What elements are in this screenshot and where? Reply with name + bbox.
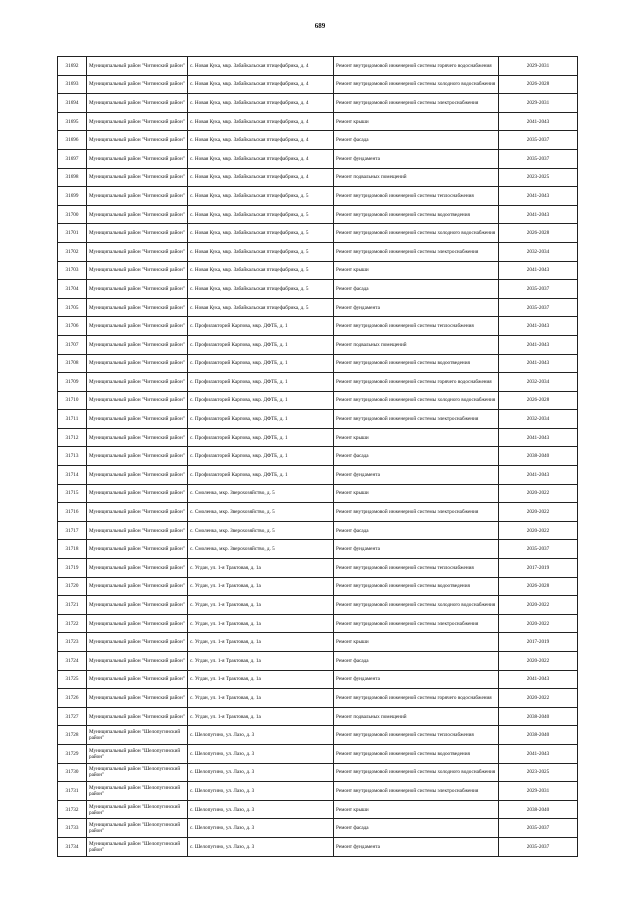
- address-cell: с. Смоленка, мкр. Зверохозяйство, д. 5: [188, 521, 334, 540]
- table-row: [58, 391, 578, 410]
- period-cell: 2035-2037: [499, 298, 578, 317]
- period-cell: 2032-2034: [499, 410, 578, 429]
- district-cell: Муниципальный район "Читинский район": [87, 447, 188, 466]
- work-type-cell: Ремонт внутридомовой инженерной системы водоотведения: [334, 577, 499, 596]
- period-cell: 2041-2043: [499, 187, 578, 206]
- row-number-cell: 31721: [58, 596, 87, 615]
- address-cell: с. Угдан, ул. 1-я Трактовая, д. 1а: [188, 633, 334, 652]
- address-cell: с. Новая Кука, мкр. Забайкальская птицефабрика, д. 4: [188, 149, 334, 168]
- period-cell: 2038-2040: [499, 800, 578, 819]
- work-type-cell: Ремонт внутридомовой инженерной системы горячего водоснабжения: [334, 373, 499, 392]
- district-cell: Муниципальный район "Читинский район": [87, 242, 188, 261]
- row-number-cell: 31734: [58, 837, 87, 856]
- district-cell: Муниципальный район "Читинский район": [87, 205, 188, 224]
- work-type-cell: Ремонт фундамента: [334, 298, 499, 317]
- address-cell: с. Угдан, ул. 1-я Трактовая, д. 1а: [188, 596, 334, 615]
- work-type-cell: Ремонт фундамента: [334, 670, 499, 689]
- table-row: [58, 112, 578, 131]
- table-row: [58, 466, 578, 485]
- period-cell: 2041-2043: [499, 261, 578, 280]
- row-number-cell: 31727: [58, 707, 87, 726]
- table-row: [58, 317, 578, 336]
- address-cell: с. Новая Кука, мкр. Забайкальская птицефабрика, д. 5: [188, 298, 334, 317]
- work-type-cell: Ремонт крыши: [334, 428, 499, 447]
- period-cell: 2026-2028: [499, 391, 578, 410]
- work-type-cell: Ремонт внутридомовой инженерной системы электроснабжения: [334, 782, 499, 801]
- district-cell: Муниципальный район "Читинский район": [87, 354, 188, 373]
- row-number-cell: 31700: [58, 205, 87, 224]
- row-number-cell: 31717: [58, 521, 87, 540]
- address-cell: с. Новая Кука, мкр. Забайкальская птицефабрика, д. 5: [188, 205, 334, 224]
- address-cell: с. Шелопугино, ул. Лазо, д. 3: [188, 819, 334, 838]
- table-row: [58, 261, 578, 280]
- address-cell: с. Шелопугино, ул. Лазо, д. 3: [188, 763, 334, 782]
- table-row: [58, 577, 578, 596]
- work-type-cell: Ремонт внутридомовой инженерной системы электроснабжения: [334, 94, 499, 113]
- row-number-cell: 31696: [58, 131, 87, 150]
- period-cell: 2020-2022: [499, 521, 578, 540]
- address-cell: с. Новая Кука, мкр. Забайкальская птицефабрика, д. 4: [188, 57, 334, 76]
- work-type-cell: Ремонт крыши: [334, 633, 499, 652]
- table-row: [58, 373, 578, 392]
- district-cell: Муниципальный район "Читинский район": [87, 168, 188, 187]
- address-cell: с. Шелопугино, ул. Лазо, д. 3: [188, 837, 334, 856]
- row-number-cell: 31729: [58, 744, 87, 763]
- district-cell: Муниципальный район "Читинский район": [87, 75, 188, 94]
- work-type-cell: Ремонт внутридомовой инженерной системы водоотведения: [334, 205, 499, 224]
- row-number-cell: 31719: [58, 559, 87, 578]
- address-cell: с. Профилакторий Карпова, мкр. ДФТБ, д. 1: [188, 466, 334, 485]
- row-number-cell: 31699: [58, 187, 87, 206]
- address-cell: с. Угдан, ул. 1-я Трактовая, д. 1а: [188, 670, 334, 689]
- table-row: [58, 447, 578, 466]
- row-number-cell: 31716: [58, 503, 87, 522]
- district-cell: Муниципальный район "Читинский район": [87, 689, 188, 708]
- table-row: [58, 75, 578, 94]
- page-number: 689: [314, 22, 326, 30]
- period-cell: 2020-2022: [499, 503, 578, 522]
- row-number-cell: 31698: [58, 168, 87, 187]
- district-cell: Муниципальный район "Шелопугинский район": [87, 837, 188, 856]
- table-row: [58, 131, 578, 150]
- table-row: [58, 689, 578, 708]
- work-type-cell: Ремонт внутридомовой инженерной системы электроснабжения: [334, 242, 499, 261]
- table-row: [58, 596, 578, 615]
- row-number-cell: 31730: [58, 763, 87, 782]
- address-cell: с. Профилакторий Карпова, мкр. ДФТБ, д. 1: [188, 354, 334, 373]
- table-row: [58, 633, 578, 652]
- period-cell: 2041-2043: [499, 428, 578, 447]
- address-cell: с. Шелопугино, ул. Лазо, д. 3: [188, 800, 334, 819]
- address-cell: с. Новая Кука, мкр. Забайкальская птицефабрика, д. 4: [188, 131, 334, 150]
- district-cell: Муниципальный район "Шелопугинский район": [87, 819, 188, 838]
- work-type-cell: Ремонт подвальных помещений: [334, 707, 499, 726]
- address-cell: с. Профилакторий Карпова, мкр. ДФТБ, д. 1: [188, 428, 334, 447]
- row-number-cell: 31718: [58, 540, 87, 559]
- period-cell: 2041-2043: [499, 466, 578, 485]
- period-cell: 2041-2043: [499, 744, 578, 763]
- address-cell: с. Профилакторий Карпова, мкр. ДФТБ, д. 1: [188, 410, 334, 429]
- work-type-cell: Ремонт внутридомовой инженерной системы электроснабжения: [334, 410, 499, 429]
- table-row: [58, 763, 578, 782]
- row-number-cell: 31704: [58, 280, 87, 299]
- table-row: [58, 205, 578, 224]
- work-type-cell: Ремонт внутридомовой инженерной системы водоотведения: [334, 354, 499, 373]
- address-cell: с. Угдан, ул. 1-я Трактовая, д. 1а: [188, 707, 334, 726]
- work-type-cell: Ремонт внутридомовой инженерной системы электроснабжения: [334, 614, 499, 633]
- work-type-cell: Ремонт внутридомовой инженерной системы холодного водоснабжения: [334, 391, 499, 410]
- district-cell: Муниципальный район "Читинский район": [87, 596, 188, 615]
- table-row: [58, 707, 578, 726]
- district-cell: Муниципальный район "Шелопугинский район": [87, 744, 188, 763]
- table-row: [58, 503, 578, 522]
- table-row: [58, 428, 578, 447]
- address-cell: с. Новая Кука, мкр. Забайкальская птицефабрика, д. 4: [188, 112, 334, 131]
- period-cell: 2041-2043: [499, 205, 578, 224]
- row-number-cell: 31725: [58, 670, 87, 689]
- address-cell: с. Угдан, ул. 1-я Трактовая, д. 1а: [188, 577, 334, 596]
- period-cell: 2035-2037: [499, 280, 578, 299]
- address-cell: с. Профилакторий Карпова, мкр. ДФТБ, д. 1: [188, 447, 334, 466]
- work-type-cell: Ремонт фундамента: [334, 466, 499, 485]
- table-row: [58, 559, 578, 578]
- work-type-cell: Ремонт внутридомовой инженерной системы горячего водоснабжения: [334, 689, 499, 708]
- work-type-cell: Ремонт внутридомовой инженерной системы горячего водоснабжения: [334, 57, 499, 76]
- period-cell: 2017-2019: [499, 559, 578, 578]
- row-number-cell: 31732: [58, 800, 87, 819]
- work-type-cell: Ремонт внутридомовой инженерной системы теплоснабжения: [334, 187, 499, 206]
- district-cell: Муниципальный район "Читинский район": [87, 187, 188, 206]
- table-body: [58, 57, 578, 857]
- table-row: [58, 614, 578, 633]
- district-cell: Муниципальный район "Читинский район": [87, 224, 188, 243]
- table-row: [58, 800, 578, 819]
- table-row: [58, 280, 578, 299]
- address-cell: с. Новая Кука, мкр. Забайкальская птицефабрика, д. 5: [188, 187, 334, 206]
- address-cell: с. Новая Кука, мкр. Забайкальская птицефабрика, д. 5: [188, 242, 334, 261]
- table-row: [58, 837, 578, 856]
- district-cell: Муниципальный район "Читинский район": [87, 503, 188, 522]
- work-type-cell: Ремонт фасада: [334, 280, 499, 299]
- period-cell: 2023-2025: [499, 168, 578, 187]
- work-type-cell: Ремонт фундамента: [334, 540, 499, 559]
- table-row: [58, 521, 578, 540]
- period-cell: 2020-2022: [499, 484, 578, 503]
- row-number-cell: 31724: [58, 652, 87, 671]
- period-cell: 2017-2019: [499, 633, 578, 652]
- district-cell: Муниципальный район "Читинский район": [87, 428, 188, 447]
- district-cell: Муниципальный район "Читинский район": [87, 707, 188, 726]
- period-cell: 2023-2025: [499, 763, 578, 782]
- table-row: [58, 57, 578, 76]
- address-cell: с. Смоленка, мкр. Зверохозяйство, д. 5: [188, 484, 334, 503]
- table-row: [58, 298, 578, 317]
- period-cell: 2041-2043: [499, 317, 578, 336]
- table-row: [58, 224, 578, 243]
- period-cell: 2035-2037: [499, 819, 578, 838]
- work-type-cell: Ремонт фасада: [334, 131, 499, 150]
- table-row: [58, 335, 578, 354]
- row-number-cell: 31733: [58, 819, 87, 838]
- period-cell: 2035-2037: [499, 149, 578, 168]
- work-type-cell: Ремонт внутридомовой инженерной системы теплоснабжения: [334, 726, 499, 745]
- address-cell: с. Новая Кука, мкр. Забайкальская птицефабрика, д. 4: [188, 75, 334, 94]
- table-row: [58, 168, 578, 187]
- table-row: [58, 94, 578, 113]
- period-cell: 2026-2028: [499, 577, 578, 596]
- address-cell: с. Угдан, ул. 1-я Трактовая, д. 1а: [188, 652, 334, 671]
- district-cell: Муниципальный район "Читинский район": [87, 670, 188, 689]
- period-cell: 2035-2037: [499, 131, 578, 150]
- work-type-cell: Ремонт фасада: [334, 521, 499, 540]
- table-row: [58, 410, 578, 429]
- row-number-cell: 31705: [58, 298, 87, 317]
- district-cell: Муниципальный район "Читинский район": [87, 577, 188, 596]
- work-type-cell: Ремонт крыши: [334, 484, 499, 503]
- row-number-cell: 31720: [58, 577, 87, 596]
- table-row: [58, 782, 578, 801]
- district-cell: Муниципальный район "Читинский район": [87, 280, 188, 299]
- district-cell: Муниципальный район "Читинский район": [87, 131, 188, 150]
- table-row: [58, 819, 578, 838]
- table-row: [58, 540, 578, 559]
- district-cell: Муниципальный район "Читинский район": [87, 391, 188, 410]
- work-type-cell: Ремонт внутридомовой инженерной системы холодного водоснабжения: [334, 75, 499, 94]
- district-cell: Муниципальный район "Читинский район": [87, 94, 188, 113]
- work-type-cell: Ремонт фундамента: [334, 149, 499, 168]
- row-number-cell: 31697: [58, 149, 87, 168]
- table-row: [58, 484, 578, 503]
- table-row: [58, 744, 578, 763]
- row-number-cell: 31711: [58, 410, 87, 429]
- address-cell: с. Угдан, ул. 1-я Трактовая, д. 1а: [188, 689, 334, 708]
- row-number-cell: 31695: [58, 112, 87, 131]
- district-cell: Муниципальный район "Читинский район": [87, 57, 188, 76]
- period-cell: 2029-2031: [499, 782, 578, 801]
- period-cell: 2032-2034: [499, 242, 578, 261]
- district-cell: Муниципальный район "Шелопугинский район": [87, 782, 188, 801]
- work-type-cell: Ремонт крыши: [334, 800, 499, 819]
- district-cell: Муниципальный район "Читинский район": [87, 633, 188, 652]
- address-cell: с. Смоленка, мкр. Зверохозяйство, д. 5: [188, 540, 334, 559]
- period-cell: 2041-2043: [499, 112, 578, 131]
- district-cell: Муниципальный район "Шелопугинский район": [87, 726, 188, 745]
- work-type-cell: Ремонт внутридомовой инженерной системы электроснабжения: [334, 503, 499, 522]
- table-row: [58, 242, 578, 261]
- period-cell: 2041-2043: [499, 354, 578, 373]
- period-cell: 2035-2037: [499, 837, 578, 856]
- address-cell: с. Новая Кука, мкр. Забайкальская птицефабрика, д. 5: [188, 224, 334, 243]
- row-number-cell: 31722: [58, 614, 87, 633]
- address-cell: с. Смоленка, мкр. Зверохозяйство, д. 5: [188, 503, 334, 522]
- address-cell: с. Шелопугино, ул. Лазо, д. 3: [188, 726, 334, 745]
- address-cell: с. Новая Кука, мкр. Забайкальская птицефабрика, д. 4: [188, 168, 334, 187]
- period-cell: 2026-2028: [499, 224, 578, 243]
- district-cell: Муниципальный район "Читинский район": [87, 149, 188, 168]
- district-cell: Муниципальный район "Читинский район": [87, 335, 188, 354]
- address-cell: с. Профилакторий Карпова, мкр. ДФТБ, д. 1: [188, 317, 334, 336]
- work-type-cell: Ремонт внутридомовой инженерной системы холодного водоснабжения: [334, 224, 499, 243]
- period-cell: 2038-2040: [499, 726, 578, 745]
- address-cell: с. Профилакторий Карпова, мкр. ДФТБ, д. 1: [188, 335, 334, 354]
- work-type-cell: Ремонт крыши: [334, 112, 499, 131]
- work-type-cell: Ремонт фасада: [334, 447, 499, 466]
- row-number-cell: 31710: [58, 391, 87, 410]
- work-type-cell: Ремонт внутридомовой инженерной системы холодного водоснабжения: [334, 596, 499, 615]
- address-cell: с. Профилакторий Карпова, мкр. ДФТБ, д. 1: [188, 391, 334, 410]
- address-cell: с. Новая Кука, мкр. Забайкальская птицефабрика, д. 5: [188, 280, 334, 299]
- district-cell: Муниципальный район "Читинский район": [87, 466, 188, 485]
- district-cell: Муниципальный район "Читинский район": [87, 298, 188, 317]
- work-type-cell: Ремонт внутридомовой инженерной системы холодного водоснабжения: [334, 763, 499, 782]
- address-cell: с. Новая Кука, мкр. Забайкальская птицефабрика, д. 4: [188, 94, 334, 113]
- address-cell: с. Угдан, ул. 1-я Трактовая, д. 1а: [188, 614, 334, 633]
- district-cell: Муниципальный район "Читинский район": [87, 521, 188, 540]
- row-number-cell: 31728: [58, 726, 87, 745]
- district-cell: Муниципальный район "Читинский район": [87, 373, 188, 392]
- district-cell: Муниципальный район "Читинский район": [87, 484, 188, 503]
- address-cell: с. Угдан, ул. 1-я Трактовая, д. 1а: [188, 559, 334, 578]
- row-number-cell: 31701: [58, 224, 87, 243]
- row-number-cell: 31702: [58, 242, 87, 261]
- work-type-cell: Ремонт внутридомовой инженерной системы теплоснабжения: [334, 317, 499, 336]
- district-cell: Муниципальный район "Читинский район": [87, 652, 188, 671]
- period-cell: 2020-2022: [499, 689, 578, 708]
- period-cell: 2038-2040: [499, 447, 578, 466]
- work-type-cell: Ремонт фасада: [334, 652, 499, 671]
- work-type-cell: Ремонт внутридомовой инженерной системы теплоснабжения: [334, 559, 499, 578]
- district-cell: Муниципальный район "Читинский район": [87, 540, 188, 559]
- table-row: [58, 726, 578, 745]
- period-cell: 2020-2022: [499, 614, 578, 633]
- period-cell: 2032-2034: [499, 373, 578, 392]
- period-cell: 2041-2043: [499, 670, 578, 689]
- period-cell: 2038-2040: [499, 707, 578, 726]
- district-cell: Муниципальный район "Шелопугинский район": [87, 800, 188, 819]
- period-cell: 2026-2028: [499, 75, 578, 94]
- row-number-cell: 31709: [58, 373, 87, 392]
- period-cell: 2029-2031: [499, 57, 578, 76]
- row-number-cell: 31712: [58, 428, 87, 447]
- row-number-cell: 31706: [58, 317, 87, 336]
- work-type-cell: Ремонт фасада: [334, 819, 499, 838]
- period-cell: 2035-2037: [499, 540, 578, 559]
- row-number-cell: 31723: [58, 633, 87, 652]
- row-number-cell: 31715: [58, 484, 87, 503]
- district-cell: Муниципальный район "Читинский район": [87, 410, 188, 429]
- period-cell: 2020-2022: [499, 596, 578, 615]
- work-type-cell: Ремонт подвальных помещений: [334, 335, 499, 354]
- table-row: [58, 354, 578, 373]
- period-cell: 2041-2043: [499, 335, 578, 354]
- period-cell: 2020-2022: [499, 652, 578, 671]
- table-row: [58, 149, 578, 168]
- district-cell: Муниципальный район "Читинский район": [87, 112, 188, 131]
- district-cell: Муниципальный район "Читинский район": [87, 261, 188, 280]
- row-number-cell: 31707: [58, 335, 87, 354]
- district-cell: Муниципальный район "Читинский район": [87, 317, 188, 336]
- table-row: [58, 670, 578, 689]
- row-number-cell: 31693: [58, 75, 87, 94]
- period-cell: 2029-2031: [499, 94, 578, 113]
- district-cell: Муниципальный район "Шелопугинский район": [87, 763, 188, 782]
- row-number-cell: 31703: [58, 261, 87, 280]
- row-number-cell: 31708: [58, 354, 87, 373]
- row-number-cell: 31731: [58, 782, 87, 801]
- table-row: [58, 187, 578, 206]
- address-cell: с. Шелопугино, ул. Лазо, д. 3: [188, 782, 334, 801]
- district-cell: Муниципальный район "Читинский район": [87, 614, 188, 633]
- row-number-cell: 31692: [58, 57, 87, 76]
- address-cell: с. Профилакторий Карпова, мкр. ДФТБ, д. 1: [188, 373, 334, 392]
- address-cell: с. Новая Кука, мкр. Забайкальская птицефабрика, д. 5: [188, 261, 334, 280]
- address-cell: с. Шелопугино, ул. Лазо, д. 3: [188, 744, 334, 763]
- row-number-cell: 31714: [58, 466, 87, 485]
- table-row: [58, 652, 578, 671]
- work-type-cell: Ремонт крыши: [334, 261, 499, 280]
- row-number-cell: 31713: [58, 447, 87, 466]
- work-type-cell: Ремонт подвальных помещений: [334, 168, 499, 187]
- work-type-cell: Ремонт фундамента: [334, 837, 499, 856]
- row-number-cell: 31694: [58, 94, 87, 113]
- row-number-cell: 31726: [58, 689, 87, 708]
- work-type-cell: Ремонт внутридомовой инженерной системы водоотведения: [334, 744, 499, 763]
- district-cell: Муниципальный район "Читинский район": [87, 559, 188, 578]
- repair-schedule-table: [57, 56, 578, 857]
